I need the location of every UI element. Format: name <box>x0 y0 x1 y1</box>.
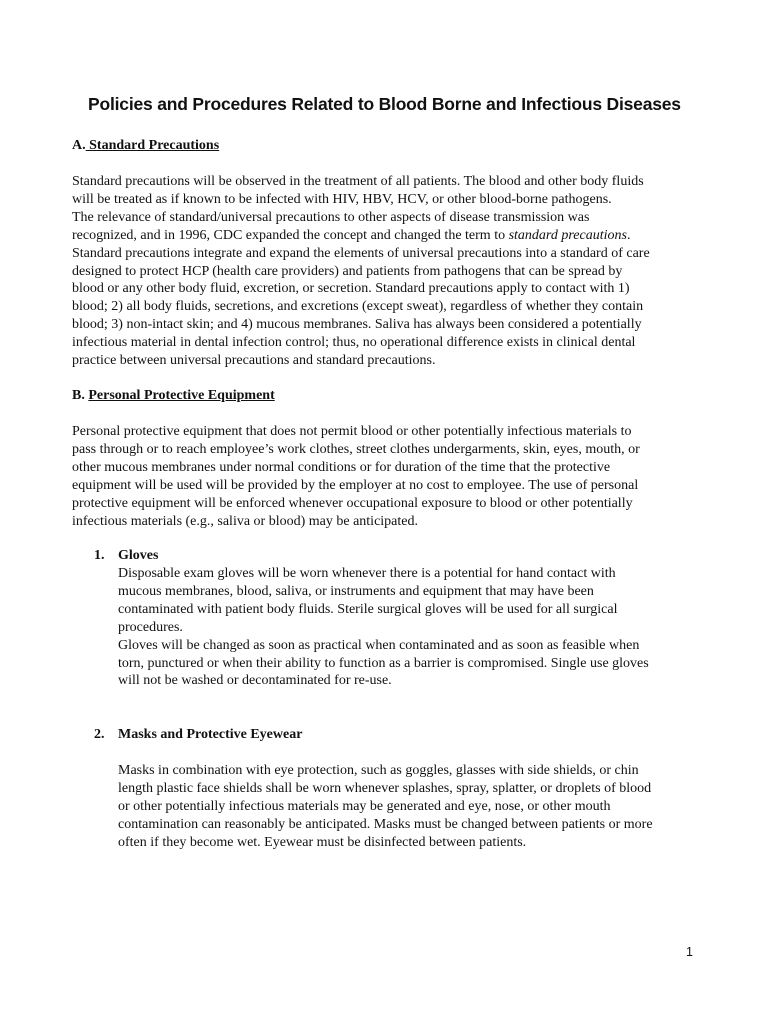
paragraph-line: equipment will be used will be provided by the employer at no cost to employee. The use of personal <box>72 477 639 493</box>
item-1-paragraph <box>118 565 708 690</box>
paragraph-line: blood or any other body fluid, excretion, or secretion. Standard precautions apply to contact with 1) <box>72 281 630 297</box>
paragraph-line: Standard precautions will be observed in the treatment of all patients. The blood and other body fluids <box>72 174 644 189</box>
paragraph-line: blood; 2) all body fluids, secretions, and excretions (except sweat), regardless of whether they contain <box>72 299 644 315</box>
item-number: 2. <box>94 727 105 742</box>
paragraph-line: contaminated with patient body fluids. Sterile surgical gloves will be used for all surgical <box>118 601 618 617</box>
paragraph-line: or other potentially infectious materials may be generated and eye, nose, or other mouth <box>118 798 611 814</box>
paragraph-text: . <box>626 227 631 243</box>
section-b-heading <box>72 388 275 404</box>
item-2-heading <box>94 727 302 743</box>
paragraph-line: Masks in combination with eye protection, such as goggles, glasses with side shields, or chin <box>118 763 639 778</box>
paragraph-line: often if they become wet. Eyewear must be disinfected between patients. <box>118 834 527 850</box>
paragraph-line: other mucous membranes under normal conditions or for duration of the time that the protective <box>72 459 611 475</box>
paragraph-line: mucous membranes, blood, saliva, or instruments and equipment that may have been <box>118 583 594 599</box>
paragraph-line: The relevance of standard/universal precautions to other aspects of disease transmission was <box>72 209 590 225</box>
item-2-paragraph <box>118 762 708 852</box>
paragraph-line: length plastic face shields shall be worn whenever splashes, spray, splatter, or droplets of blood <box>118 780 652 796</box>
paragraph-line: infectious material in dental infection control; thus, no operational difference exists in clinical dental <box>72 335 636 351</box>
section-b-letter: B. <box>72 388 85 403</box>
paragraph-line: infectious materials (e.g., saliva or blood) may be anticipated. <box>72 513 418 529</box>
paragraph-line: blood; 3) non-intact skin; and 4) mucous membranes. Saliva has always been considered a potentially <box>72 317 642 333</box>
paragraph-line: Standard precautions integrate and expand the elements of universal precautions into a standard of care <box>72 245 650 261</box>
item-title: Gloves <box>118 548 159 563</box>
item-number: 1. <box>94 548 105 563</box>
paragraph-line: practice between universal precautions and standard precautions. <box>72 353 436 369</box>
section-b-paragraph <box>72 423 702 530</box>
section-b-title: Personal Protective Equipment <box>88 388 275 403</box>
section-a-letter: A. <box>72 138 86 153</box>
paragraph-line: will be treated as if known to be infected with HIV, HBV, HCV, or other blood-borne pathogens. <box>72 191 612 207</box>
paragraph-line: protective equipment will be enforced whenever occupational exposure to blood or other potentially <box>72 495 633 511</box>
paragraph-line <box>72 227 702 245</box>
item-1-heading <box>94 548 158 564</box>
paragraph-line: procedures. <box>118 619 183 635</box>
paragraph-text: recognized, and in 1996, CDC expanded the concept and changed the term to <box>72 227 509 243</box>
section-a-title: Standard Precautions <box>85 138 220 153</box>
section-a-paragraph <box>72 173 702 370</box>
page-number: 1 <box>686 945 693 959</box>
italic-term: standard precautions <box>508 227 627 243</box>
section-a-heading <box>72 138 219 154</box>
paragraph-line: contamination can reasonably be anticipated. Masks must be changed between patients or more <box>118 816 653 832</box>
paragraph-line: torn, punctured or when their ability to function as a barrier is compromised. Single use gloves <box>118 655 649 671</box>
paragraph-line: Personal protective equipment that does not permit blood or other potentially infectious materials to <box>72 424 632 439</box>
paragraph-line: will not be washed or decontaminated for re-use. <box>118 673 392 689</box>
paragraph-line: Gloves will be changed as soon as practical when contaminated and as soon as feasible when <box>118 637 640 653</box>
paragraph-line: Disposable exam gloves will be worn whenever there is a potential for hand contact with <box>118 566 616 581</box>
paragraph-line: pass through or to reach employee’s work clothes, street clothes undergarments, skin, eyes, mouth, or <box>72 441 640 457</box>
paragraph-line: designed to protect HCP (health care providers) and patients from pathogens that can be spread by <box>72 263 623 279</box>
page-title: Policies and Procedures Related to Blood Borne and Infectious Diseases <box>88 94 681 114</box>
item-title: Masks and Protective Eyewear <box>118 727 303 742</box>
